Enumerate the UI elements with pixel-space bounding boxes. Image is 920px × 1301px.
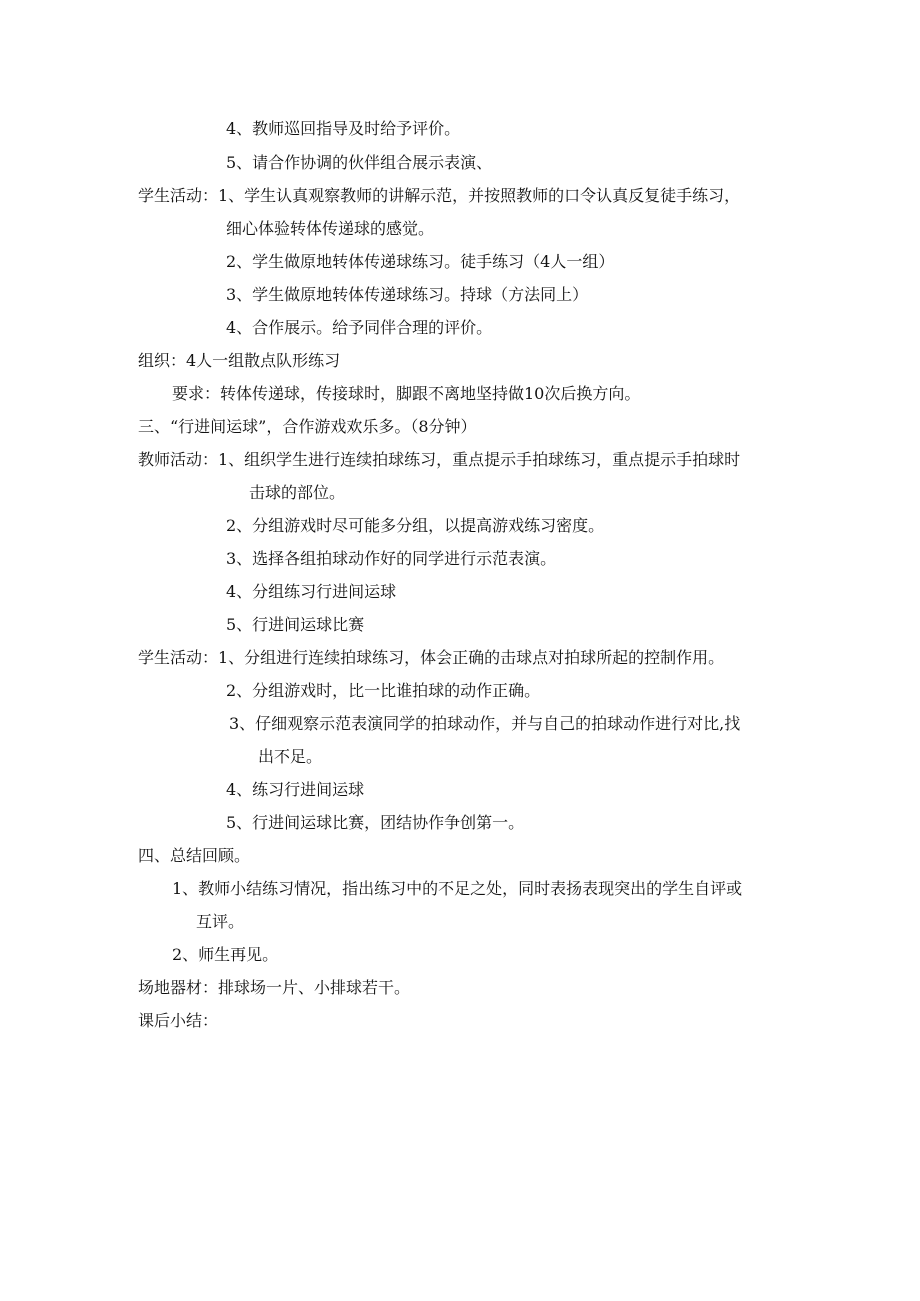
text-line: 4、练习行进间运球	[226, 780, 365, 799]
text-line: 5、行进间运球比赛，团结协作争创第一。	[226, 813, 525, 832]
text-line: 互评。	[196, 912, 245, 931]
text-line: 组织：4人一组散点队形练习	[138, 351, 341, 370]
text-line: 4、教师巡回指导及时给予评价。	[226, 119, 461, 138]
text-line: 3、学生做原地转体传递球练习。持球（方法同上）	[226, 285, 589, 304]
text-line: 4、分组练习行进间运球	[226, 582, 397, 601]
text-line: 2、学生做原地转体传递球练习。徒手练习（4人一组）	[226, 252, 615, 271]
text-line: 2、分组游戏时尽可能多分组，以提高游戏练习密度。	[226, 516, 605, 535]
text-line: 3、仔细观察示范表演同学的拍球动作，并与自己的拍球动作进行对比,找	[229, 714, 741, 733]
text-line: 5、行进间运球比赛	[226, 615, 365, 634]
text-line: 3、选择各组拍球动作好的同学进行示范表演。	[226, 549, 557, 568]
text-line: 学生活动：1、分组进行连续拍球练习，体会正确的击球点对拍球所起的控制作用。	[138, 648, 725, 667]
text-line: 课后小结：	[138, 1011, 219, 1030]
text-line: 2、分组游戏时，比一比谁拍球的动作正确。	[226, 681, 541, 700]
section-heading: 三、“行进间运球”，合作游戏欢乐多。（8分钟）	[138, 417, 477, 436]
text-line: 学生活动：1、学生认真观察教师的讲解示范，并按照教师的口令认真反复徒手练习，	[138, 186, 741, 205]
text-line: 击球的部位。	[249, 483, 346, 502]
text-line: 1、教师小结练习情况，指出练习中的不足之处，同时表扬表现突出的学生自评或	[172, 879, 743, 898]
section-heading: 四、总结回顾。	[138, 846, 251, 865]
text-line: 出不足。	[258, 747, 323, 766]
text-line: 教师活动：1、组织学生进行连续拍球练习，重点提示手拍球练习，重点提示手拍球时	[138, 450, 741, 469]
text-line: 场地器材：排球场一片、小排球若干。	[138, 978, 411, 997]
text-line: 细心体验转体传递球的感觉。	[226, 219, 435, 238]
text-line: 4、合作展示。给予同伴合理的评价。	[226, 318, 493, 337]
text-line: 要求：转体传递球，传接球时，脚跟不离地坚持做10次后换方向。	[172, 384, 641, 403]
text-line: 2、师生再见。	[172, 945, 279, 964]
text-line: 5、请合作协调的伙伴组合展示表演、	[226, 153, 493, 172]
